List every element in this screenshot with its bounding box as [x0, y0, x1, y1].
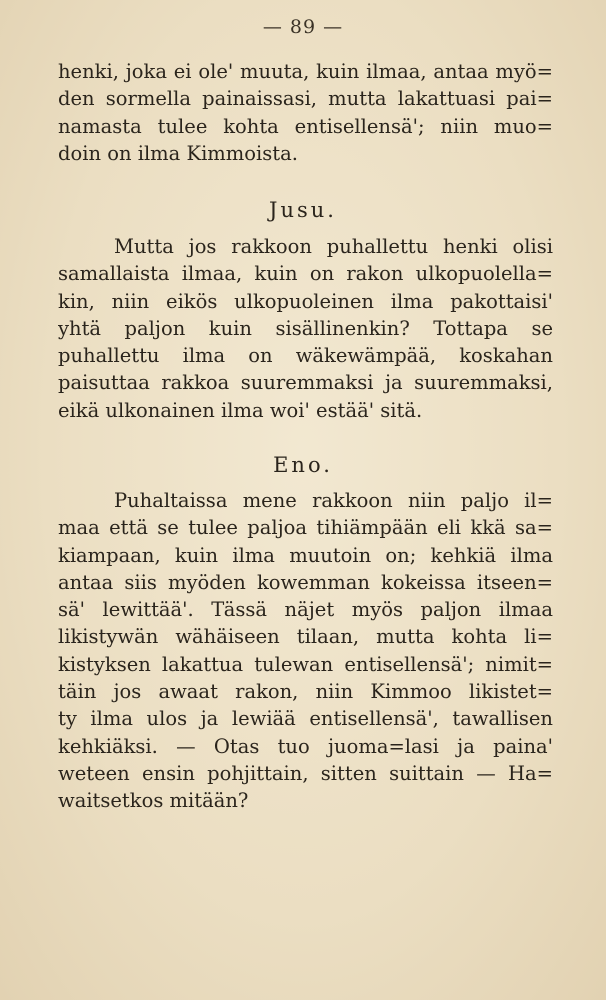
text-line: täin jos awaat rakon, niin Kimmoo likistet= [58, 680, 553, 704]
text-line: kistyksen lakattua tulewan entisellensä'; nimit= [58, 652, 553, 676]
text-line: Puhaltaissa mene rakkoon niin paljo il= [114, 489, 553, 512]
paragraph-1 [58, 58, 553, 167]
text-line: maa että se tulee paljoa tihiämpään eli kkä sa= [58, 516, 553, 540]
text-line: paisuttaa rakkoa suuremmaksi ja suuremmaksi, [58, 371, 553, 395]
speaker-heading-jusu: Jusu. [269, 198, 337, 222]
text-line: kiampaan, kuin ilma muutoin on; kehkiä ilma [58, 543, 553, 567]
text-line: ty ilma ulos ja lewiää entisellensä', tawallisen [58, 707, 553, 731]
text-line: kehkiäksi. — Otas tuo juoma=lasi ja paina' [58, 734, 553, 758]
text-line: namasta tulee kohta entisellensä'; niin muo= [58, 114, 553, 138]
text-line: waitsetkos mitään? [58, 789, 249, 813]
text-line: sä' lewittää'. Tässä näjet myös paljon ilmaa [58, 598, 553, 622]
text-line: likistywän wähäiseen tilaan, mutta kohta li= [58, 625, 553, 649]
text-line: kin, niin eikös ulkopuoleinen ilma pakottaisi' [58, 289, 553, 313]
text-line: Mutta jos rakkoon puhallettu henki olisi [114, 235, 553, 258]
speaker-heading-eno: Eno. [273, 453, 333, 477]
text-line: samallaista ilmaa, kuin on rakon ulkopuolella= [58, 262, 553, 286]
text-line: doin on ilma Kimmoista. [58, 141, 298, 165]
text-line: weteen ensin pohjittain, sitten suittain — Ha= [58, 761, 553, 785]
paragraph-3 [58, 487, 553, 815]
page-number: — 89 — [262, 16, 344, 38]
text-line: henki, joka ei ole' muuta, kuin ilmaa, antaa myö= [58, 60, 553, 83]
text-line: eikä ulkonainen ilma woi' estää' sitä. [58, 398, 423, 422]
text-line: puhallettu ilma on wäkewämpää, koskahan [58, 344, 553, 368]
paragraph-2 [58, 233, 553, 424]
text-line: yhtä paljon kuin sisällinenkin? Tottapa se [58, 316, 553, 340]
text-line: antaa siis myöden kowemman kokeissa itseen= [58, 570, 553, 594]
text-line: den sormella painaissasi, mutta lakattuasi pai= [58, 87, 553, 111]
